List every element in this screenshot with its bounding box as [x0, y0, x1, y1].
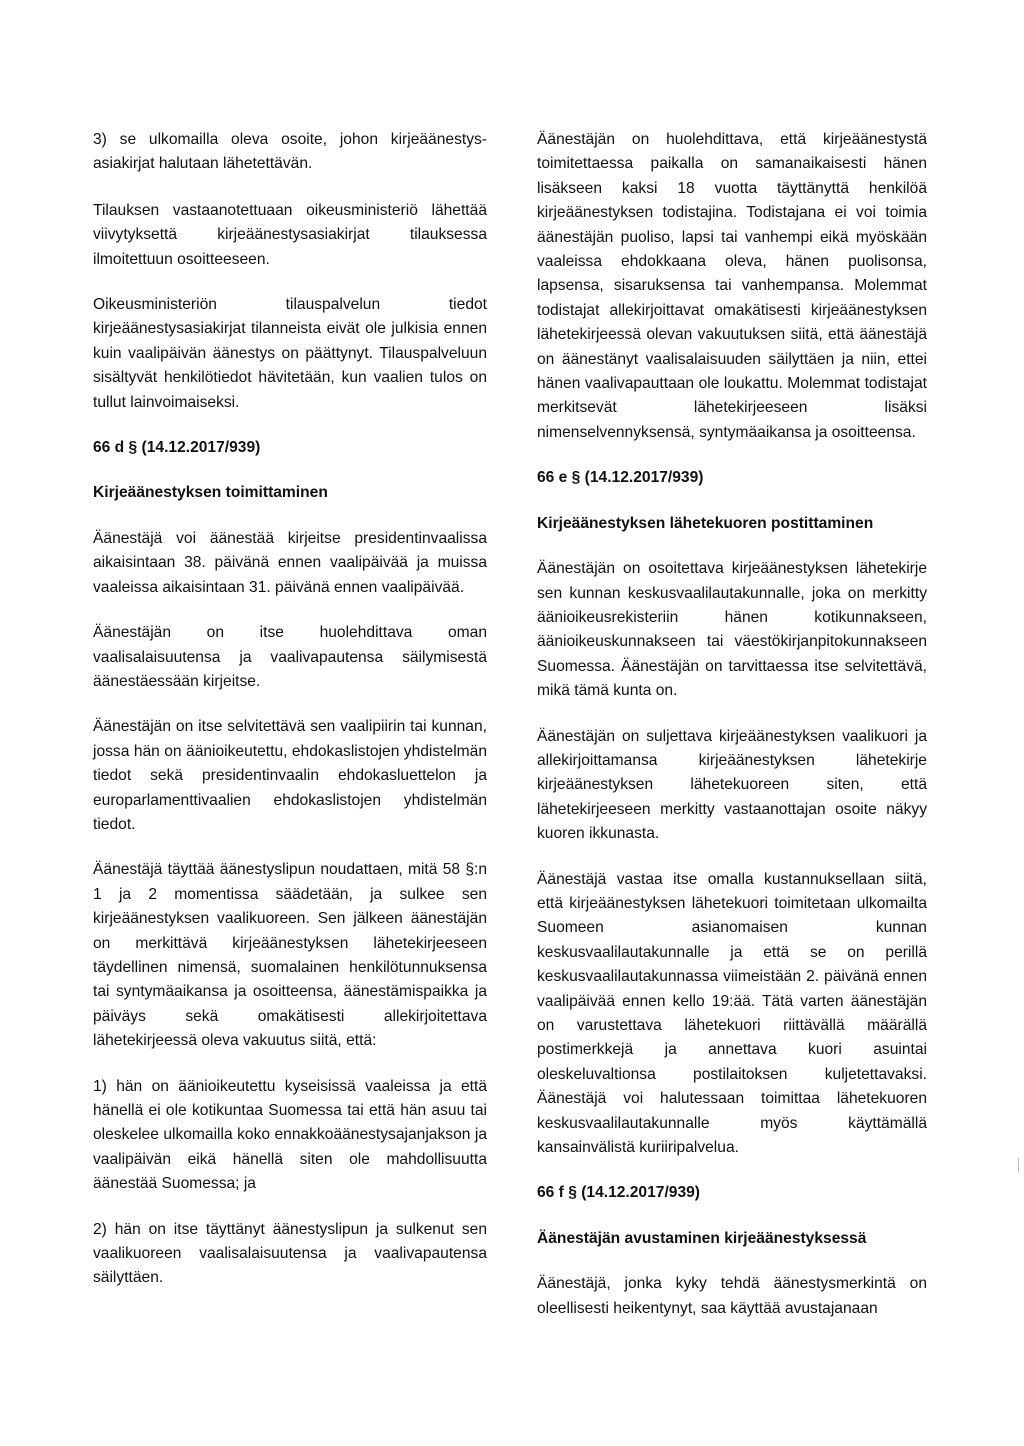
paragraph-ballot-filling: Äänestäjä täyttää äänestyslipun noudattaen, mitä 58 §:n 1 ja 2 momentissa säädetään, ja sulkee sen kirjeäänestyksen vaalikuoreen. Sen jälkeen äänestäjän on merkittävä kirjeäänestyksen lähetekirjeeseen täydellinen nimensä, suomalainen henkilötunnuksensa tai syntymäaikansa ja osoitteensa, äänestämispaikka ja päiväys sekä omakätisesti allekirjoitettava lähetekirjeessä oleva vakuutus siitä, että: [93, 861, 487, 1050]
paragraph-witnesses: Äänestäjän on huolehdittava, että kirjeäänestystä toimitettaessa paikalla on samanaikaisesti hänen lisäkseen kaksi 18 vuotta täyttänyttä henkilöä kirjeäänestyksen todistajina. Todistajana ei voi toimia äänestäjän puoliso, lapsi tai vanhempi eikä myöskään vaaleissa ehdokkaana oleva, hänen puolisonsa, lapsensa, sisaruksensa tai vanhempansa. Molemmat todistajat allekirjoittavat omakätisesti kirjeäänestyksen lähetekirjeessä olevan vakuutuksen siitä, että äänestäjä on äänestänyt vaalisalaisuuden säilyttäen ja niin, ettei hänen vaalivapauttaan ole loukattu. Molemmat todistajat merkitsevät lähetekirjeeseen lisäksi nimenselvennyksensä, syntymäaikansa ja osoitteensa. [537, 131, 927, 441]
paragraph-order-received: Tilauksen vastaanotettuaan oikeusministeriö lähettää viivytyksettä kirjeäänestysasiakirjat tilauksessa ilmoitettuun osoitteeseen. [93, 201, 487, 268]
section-66d-number: 66 d § (14.12.2017/939) [93, 439, 261, 457]
paragraph-foreign-address: 3) se ulkomailla oleva osoite, johon kirjeäänestysasiakirjat halutaan lähetettävän. [93, 131, 487, 173]
section-66f-title: Äänestäjän avustaminen kirjeäänestyksessä [537, 1229, 867, 1247]
list-item-2: 2) hän on itse täyttänyt äänestyslipun ja sulkenut sen vaalikuoreen vaalisalaisuutensa ja vaalivapautensa säilyttäen. [93, 1220, 487, 1287]
paragraph-sealing: Äänestäjän on suljettava kirjeäänestyksen vaalikuori ja allekirjoittamansa kirjeäänestyksen lähetekirje kirjeäänestyksen lähetekuoreen siten, että lähetekirjeeseen merkitty vastaanottajan osoite näkyy kuoren ikkunasta. [537, 727, 927, 843]
section-66f-number: 66 f § (14.12.2017/939) [537, 1184, 700, 1202]
paragraph-order-service-data: Oikeusministeriön tilauspalvelun tiedot kirjeäänestysasiakirjat tilanneista eivät ole julkisia ennen kuin vaalipäivän äänestys on päättynyt. Tilauspalveluun sisältyvät henkilötiedot hävitetään, kun vaalien tulos on tullut lainvoimaiseksi. [93, 296, 487, 411]
section-66e-number: 66 e § (14.12.2017/939) [537, 469, 704, 487]
paragraph-assistance: Äänestäjä, jonka kyky tehdä äänestysmerkintä on oleellisesti heikentynyt, saa käyttää avustajanaan [537, 1275, 927, 1317]
paragraph-postage: Äänestäjä vastaa itse omalla kustannuksellaan siitä, että kirjeäänestyksen lähetekuori toimitetaan ulkomailta Suomeen asianomaisen kunnan keskusvaalilautakunnalle ja että se on perillä keskusvaalilautakunnassa viimeistään 2. päivänä ennen vaalipäivää ennen kello 19:ää. Tätä varten äänestäjän on varustettava lähetekuori riittävällä määrällä postimerkkejä ja annettava kuori asuintai oleskeluvaltionsa postilaitoksen kuljetettavaksi. Äänestäjä voi halutessaan toimittaa lähetekuoren keskusvaalilautakunnalle myös käyttämällä kansainvälistä kuriiripalvelua. [537, 870, 927, 1157]
paragraph-addressing: Äänestäjän on osoitettava kirjeäänestyksen lähetekirje sen kunnan keskusvaalilautakunnalle, joka on merkitty äänioikeusrekisteriin hänen kotikunnakseen, äänioikeuskunnakseen tai väestökirjanpitokunnakseen Suomessa. Äänestäjän on tarvittaessa itse selvitettävä, mikä tämä kunta on. [537, 560, 927, 700]
paragraph-candidate-lists: Äänestäjän on itse selvitettävä sen vaalipiirin tai kunnan, jossa hän on äänioikeutettu, ehdokaslistojen yhdistelmän tiedot sekä presidentinvaalin ehdokasluettelon ja europarlamenttivaalien ehdokaslistojen yhdistelmän tiedot. [93, 718, 487, 833]
left-column [93, 128, 487, 1312]
section-66d-title: Kirjeäänestyksen toimittaminen [93, 484, 328, 502]
right-column [537, 128, 927, 1342]
paragraph-vote-secrecy: Äänestäjän on itse huolehdittava oman vaalisalaisuutensa ja vaalivapautensa säilymisestä äänestäessään kirjeitse. [93, 624, 487, 690]
paragraph-voting-time: Äänestäjä voi äänestää kirjeitse presidentinvaalissa aikaisintaan 38. päivänä ennen vaalipäivää ja muissa vaaleissa aikaisintaan 31. päivänä ennen vaalipäivää. [93, 529, 487, 596]
list-item-1: 1) hän on äänioikeutettu kyseisissä vaaleissa ja että hänellä ei ole kotikuntaa Suomessa tai että hän asuu tai oleskelee ulkomailla koko ennakkoäänestysajanjakson ja vaalipäivän eikä hänellä siten ole mahdollisuutta äänestää Suomessa; ja [93, 1077, 487, 1193]
section-66e-title: Kirjeäänestyksen lähetekuoren postittaminen [537, 514, 874, 532]
scan-artifact-line [1018, 1158, 1019, 1172]
